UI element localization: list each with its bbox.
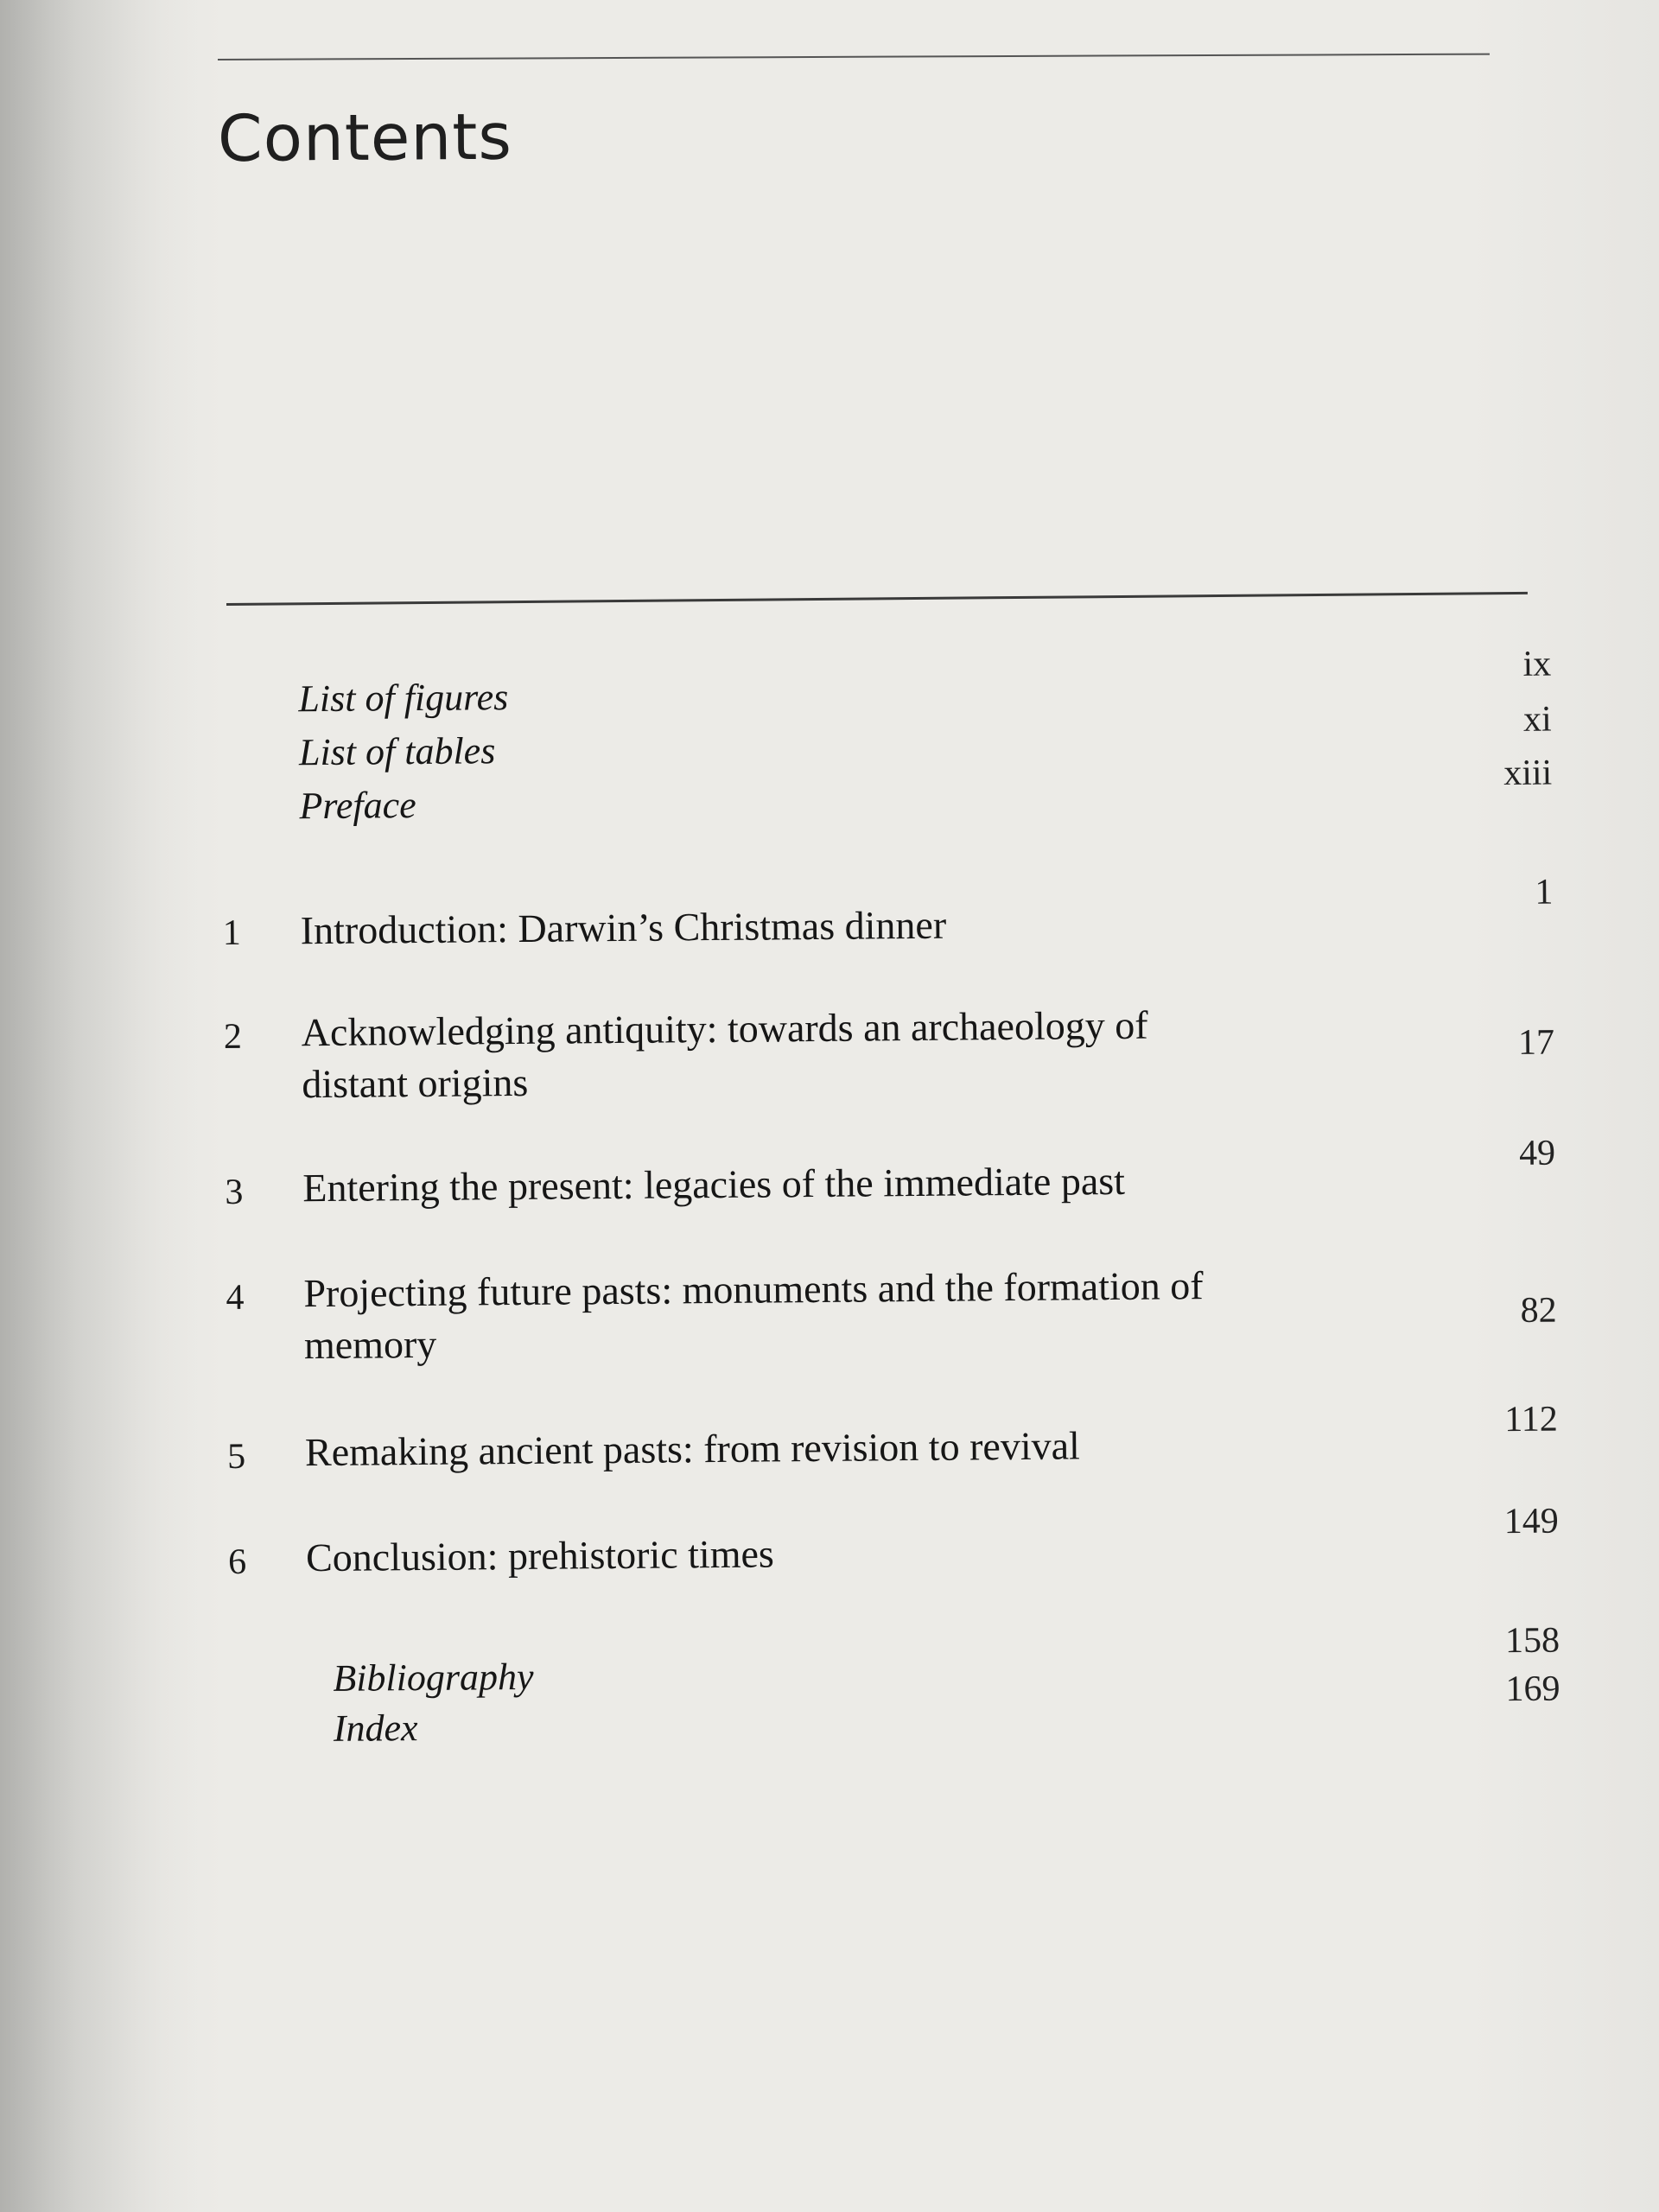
entry-page: xiii <box>1503 753 1553 794</box>
chapter-number: 1 <box>222 912 241 953</box>
entry-page: xi <box>1522 699 1552 740</box>
entry-title: Remaking ancient pasts: from revision to revival <box>304 1423 1081 1475</box>
entry-title: Conclusion: prehistoric times <box>305 1531 775 1580</box>
entry-title: Entering the present: legacies of the immediate past <box>302 1158 1126 1211</box>
toc-entry-chapter-2 <box>223 996 1555 1107</box>
entry-page: 112 <box>1504 1399 1558 1440</box>
entry-page: ix <box>1522 644 1552 684</box>
entry-title: Introduction: Darwin’s Christmas dinner <box>300 902 947 953</box>
entry-page: 1 <box>1535 872 1554 912</box>
page-heading: Contents <box>217 99 513 176</box>
toc-entry-chapter-6 <box>227 1501 1559 1582</box>
entry-title: Acknowledging antiquity: towards an archaeology of distant origins <box>301 1002 1148 1107</box>
table-of-contents <box>214 0 1564 2212</box>
entry-title: Preface <box>299 784 416 828</box>
toc-entry-chapter-4 <box>226 1257 1557 1368</box>
entry-title: List of tables <box>298 729 496 774</box>
chapter-number: 5 <box>226 1436 246 1477</box>
entry-page: 82 <box>1520 1290 1557 1331</box>
chapter-number: 3 <box>225 1172 244 1212</box>
chapter-number: 4 <box>226 1277 245 1318</box>
chapter-number: 6 <box>227 1541 247 1582</box>
toc-entry-chapter-1 <box>222 872 1554 953</box>
entry-title: Projecting future pasts: monuments and the formation of memory <box>303 1263 1204 1368</box>
entry-page: 158 <box>1504 1620 1560 1662</box>
entry-title: Index <box>333 1707 418 1750</box>
entry-page: 149 <box>1503 1501 1559 1542</box>
toc-entry-chapter-3 <box>225 1133 1556 1212</box>
entry-page: 169 <box>1505 1669 1560 1710</box>
entry-page: 17 <box>1517 1022 1555 1063</box>
chapter-number: 2 <box>223 1016 243 1057</box>
toc-entry-chapter-5 <box>226 1399 1558 1477</box>
entry-title: List of figures <box>298 676 509 721</box>
book-spine-shadow <box>0 0 199 2212</box>
entry-title: Bibliography <box>333 1655 534 1700</box>
entry-page: 49 <box>1518 1133 1556 1173</box>
